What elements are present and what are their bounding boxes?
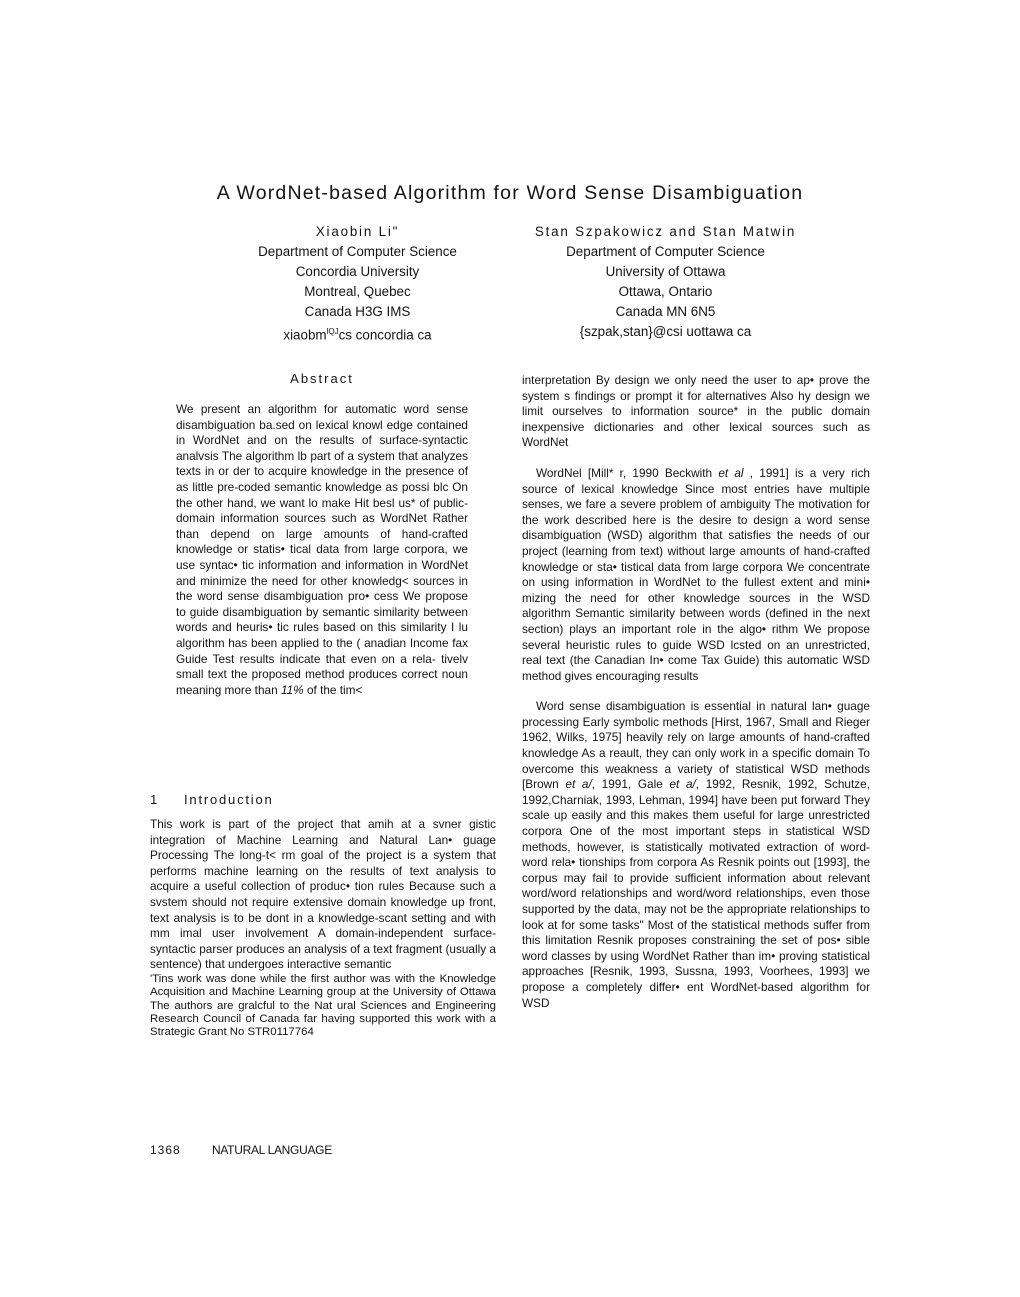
text-run: , 1991, Gale xyxy=(591,777,663,792)
email-domain: cs concordia ca xyxy=(338,327,432,342)
text-run: , 1991] is a very rich source of lexical knowledge Since most entries have multiple senses, we fare a severe problem of ambiguity The motivation for the work described here is the desire to design a word sense disambiguation (WSD) algorithm that satisfies the needs of our project (learning from text) without large amounts of hand-crafted knowledge or sta• tistical data from large corpora We concentrate on using information in WordNet to the fullest extent and mini• mizing the need for other knowledge sources in the WSD algorithm Semantic similarity between words (defined in the next section) plays an important role in the algo• rithm We propose several heuristic rules to guide WSD lcsted on an unrestricted, real text (the Canadian In• come Tax Guide) this automatic WSD method gives encouraging results xyxy=(522,465,870,683)
author-university: Concordia University xyxy=(295,263,420,279)
intro-paragraph: This work is part of the project that amih at a svner gistic integration of Machine Learning and Natural Lan• guage Processing The long-t< rm goal of the project is a system that performs machine learning on the results of text analysis to acquire a useful collection of produc• tion rules Because such a svstem should not require extensive domain knowledge up front, text analysis is to be dont in a knowledge-scant setting and with mm imal user involvement A domain-independent surface- syntactic parser produces an analysis of a text fragment (usually a sentence) that undergoes interactive semantic xyxy=(150,817,496,972)
footnote: 'Tins work was done while the first author was with the Knowledge Acquisition and Machine Learning group at the University of Ottawa The authors are gralcful to the Nat ural Sciences and Engineering Research Council of Canada far having supported this work with a Strategic Grant No STR0117764 xyxy=(150,972,496,1039)
et-al: et a/ xyxy=(669,777,696,792)
author-university: University of Ottawa xyxy=(605,263,726,279)
abstract-section xyxy=(176,371,468,698)
author-city: Montreal, Quebec xyxy=(304,283,411,299)
page-number: 1368 xyxy=(150,1143,181,1157)
abstract-body: We present an algorithm for automatic word sense disambiguation ba.sed on lexical knowl edge contained in WordNet and on the results of surface-syntactic analvsis The algorithm lb part of a system that analyzes texts in or der to acquire knowledge in the presence of as little pre-coded semantic knowledge as possi blc On the other hand, we want lo make Hit besl us* of public-domain information sources such as WordNet Rather than depend on large amounts of hand-crafted knowledge or statis• tical data from large corpora, we use syntac• tic information and information in WordNet and minimize the need for other knowledg< sources in the word sense disambiguation pro• cess We propose to guide disambiguation by semantic similarity between words and heuris• tic rules based on this similarity I lu algorithm has been applied to the ( anadian Income fax Guide Test results indicate that even on a rela- tivelv small text the proposed method produces correct noun meaning more than xyxy=(176,402,468,697)
author-block-right xyxy=(513,222,818,341)
author-email: {szpak,stan}@csi uottawa ca xyxy=(579,323,752,339)
author-name: Xiaobin Li" xyxy=(315,224,400,239)
section-heading xyxy=(150,792,496,808)
paragraph-wordnet xyxy=(522,466,870,684)
right-column xyxy=(522,373,870,1011)
author-city: Ottawa, Ontario xyxy=(618,283,713,299)
email-user: xiaobm xyxy=(283,327,327,342)
author-department: Department of Computer Science xyxy=(566,243,765,259)
author-block-left xyxy=(215,222,500,345)
author-postal: Canada MN 6N5 xyxy=(615,303,716,319)
et-al: et al xyxy=(718,465,744,480)
text-run: WordNel [Mill* r, 1990 Beckwith xyxy=(536,465,713,480)
email-sup: lQJ xyxy=(326,326,339,336)
text-run: , 1992, Resnik, 1992, Schutze, 1992,Charniak, 1993, Lehman, 1994] have been put forward They scale up easily and this makes them useful for large unrestricted corpora One of the most important steps in statistical WSD methods, however, is statistically motivated extraction of word-word rela• tionships from corpora As Resnik points out [1993], the corpus may fail to provide sufficient information about relevant word/word relationships and word/word relationships, even those supported by the data, may not be the appropriate relationships to look at for some tasks" Most of the statistical methods suffer from this limitation Resnik proposes constraining the set of pos• sible word classes by using WordNet Rather than im• proving statistical approaches [Resnik, 1993, Sussna, 1993, Voorhees, 1993] we propose a completely differ• ent WordNet-based algorithm for WSD xyxy=(522,777,870,1010)
abstract-heading: Abstract xyxy=(290,371,354,386)
et-al: et a/ xyxy=(565,777,592,792)
introduction-section xyxy=(150,792,496,1039)
paragraph-wsd xyxy=(522,699,870,1011)
author-email xyxy=(215,322,500,345)
section-number: 1 xyxy=(150,792,160,807)
abstract-tail: of the tim< xyxy=(306,682,363,697)
footer-section-name: NATURAL LANGUAGE xyxy=(212,1143,332,1157)
author-department: Department of Computer Science xyxy=(258,243,457,259)
paragraph-interpretation: interpretation By design we only need the user to ap• prove the system s findings or prompt it for alternatives Also hy design we limit ourselves to information source* in the public domain inexpensive dictionaries and other lexical sources such as WordNet xyxy=(522,373,870,450)
paper-title: A WordNet-based Algorithm for Word Sense Disambiguation xyxy=(216,182,804,204)
abstract-percent: 11% xyxy=(280,682,304,697)
section-title: Introduction xyxy=(184,792,274,807)
text-run: Word sense disambiguation is essential in natural lan• guage processing Early symbolic methods [Hirst, 1967, Small and Rieger 1962, Wilks, 1975] heavily rely on large amounts of hand-crafted knowledge As a reault, they can only work in a specific domain To overcome this weakness a variety of statistical WSD methods [Brown xyxy=(522,699,870,792)
author-name: Stan Szpakowicz and Stan Matwin xyxy=(534,224,797,239)
abstract-text xyxy=(176,402,468,698)
page-footer xyxy=(150,1143,332,1157)
author-postal: Canada H3G IMS xyxy=(304,303,411,319)
